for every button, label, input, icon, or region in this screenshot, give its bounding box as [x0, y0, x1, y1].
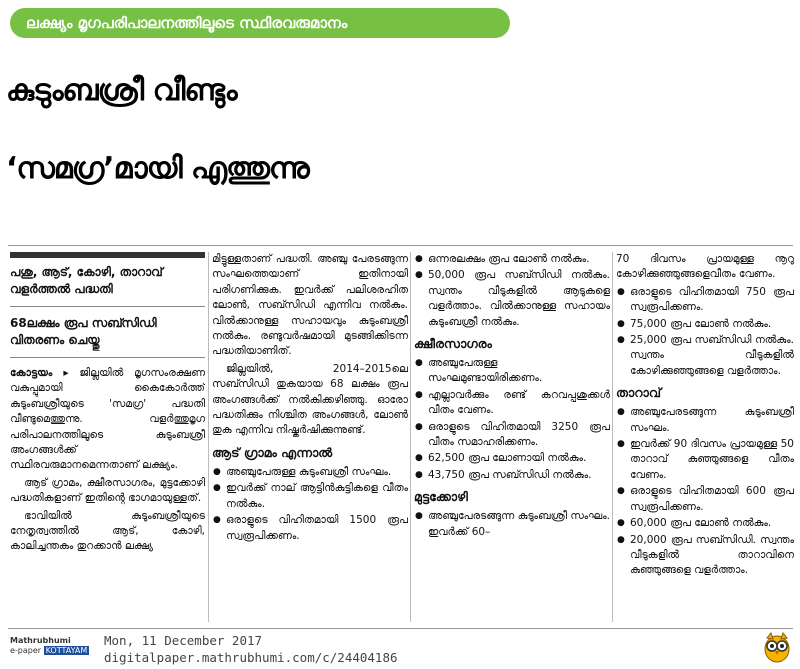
bullet-list: [616, 405, 794, 578]
paragraph-text: ജില്ലയിൽ മൃഗസംരക്ഷണ വകുപ്പുമായി കൈകോർത്ത് കുടുംബശ്രീയുടെ 'സമഗ്ര' പദ്ധതി വീണ്ടുമെത്തുന്നു. വളർത്തുമൃഗ പരിപാലനത്തിലൂടെ കുടുംബശ്രീ അംഗങ്ങൾക്ക് സ്ഥിരവരുമാനമെന്നതാണ് ലക്ഷ്യം.: [10, 367, 205, 472]
article-column-2: [212, 252, 408, 620]
bullet-list: [414, 252, 610, 330]
subheading-tharavu: താറാവ്: [616, 385, 661, 401]
column-divider: [612, 252, 613, 622]
deck-item-2: 68ലക്ഷം രൂപ സബ്സിഡി വിതരണം ചെയ്തു: [10, 316, 157, 347]
dateline: കോട്ടയം ▸: [10, 367, 69, 379]
brand-logo: [10, 636, 92, 664]
brand-name: Mathrubhumi: [10, 636, 71, 645]
subheading-ksheerasagaram: ക്ഷീരസാഗരം: [414, 336, 492, 352]
column-divider: [208, 252, 209, 622]
brand-city: KOTTAYAM: [45, 646, 88, 655]
list-item: ● 60,000 രൂപ ലോൺ നൽകും.: [616, 516, 794, 531]
body-paragraph: 70 ദിവസം പ്രായമുള്ള നൂറു കോഴിക്കുഞ്ഞുങ്ങളെവീതം വേണം.: [616, 253, 794, 281]
deck-item-1: പശു, ആട്, കോഴി, താറാവ് വളർത്തൽ പദ്ധതി: [10, 265, 163, 296]
publish-date: Mon, 11 December 2017: [104, 633, 263, 648]
bullet-list: [414, 356, 610, 483]
list-item: ● അഞ്ചുപേരടങ്ങുന്ന കുടുംബശ്രീ സംഘം.: [616, 405, 794, 436]
body-paragraph: ഭാവിയിൽ കുടുംബശ്രീയുടെ നേതൃത്വത്തിൽ ആട്, കോഴി, കാലിച്ചന്തകം തുറക്കാൻ ലക്ഷ്യ: [10, 509, 205, 553]
list-item: ● 75,000 രൂപ ലോൺ നൽകും.: [616, 317, 794, 332]
list-item: ● 62,500 രൂപ ലോണായി നൽകും.: [414, 451, 610, 466]
top-divider: [8, 245, 793, 246]
headline-line-1: കുടുംബശ്രീ വീണ്ടും: [6, 73, 237, 108]
list-item: ● ഒരാളുടെ വിഹിതമായി 600 രൂപ സ്വരൂപിക്കണം.: [616, 484, 794, 515]
list-item: ● 50,000 രൂപ സബ്സിഡി നൽകും. സ്വന്തം വീടുകളിൽ ആടുകളെ വളർത്താം. വിൽക്കാനുള്ള സഹായം കുടുംബശ്രീ നൽകും.: [414, 268, 610, 330]
bullet-list: [212, 465, 408, 544]
subheading-aadu-gramam: ആട് ഗ്രാമം എന്നാൽ: [212, 444, 333, 460]
brand-edition: [10, 646, 92, 656]
list-item: ● 25,000 രൂപ സബ്സിഡി നൽകും. സ്വന്തം വീടുകളിൽ കോഴിക്കുഞ്ഞുങ്ങളെ വളർത്താം.: [616, 333, 794, 379]
footer-divider: [8, 628, 793, 629]
brand-epaper: e-paper: [10, 646, 42, 655]
column-divider: [410, 252, 411, 622]
bullet-list: [616, 285, 794, 379]
subheading-muttakkozhi: മുട്ടക്കോഴി: [414, 489, 468, 505]
body-paragraph: [10, 366, 205, 474]
bullet-list: [414, 509, 610, 540]
owl-mascot-icon: [762, 630, 792, 664]
deck-divider: [10, 357, 205, 358]
list-item: ● ഇവർക്ക് നാല് ആട്ടിൻകുട്ടികളെ വീതം നൽകും.: [212, 481, 408, 512]
list-item: ● ഒരാളുടെ വിഹിതമായി 3250 രൂപ വീതം സമാഹരിക്കണം.: [414, 420, 610, 451]
source-url[interactable]: digitalpaper.mathrubhumi.com/c/24404186: [104, 650, 398, 665]
list-item: ● ഒന്നരലക്ഷം രൂപ ലോൺ നൽകും.: [414, 252, 610, 267]
list-item: ● എല്ലാവർക്കും രണ്ട് കറവപ്പശുക്കൾ വീതം വേണം.: [414, 388, 610, 419]
deck-bar: [10, 252, 205, 258]
body-paragraph: ജില്ലയിൽ, 2014–2015ലെ സബ്സിഡി തുകയായ 68 ലക്ഷം രൂപ അംഗങ്ങൾക്ക് നൽകിക്കഴിഞ്ഞു. ഓരോ പദ്ധതിക്കും നിശ്ചിത അംഗങ്ങൾ, ലോൺ തുക എന്നിവ നിഷ്കർഷിക്കുന്നുണ്ട്.: [212, 362, 408, 437]
list-item: ● അഞ്ചുപേരുള്ള കുടുംബശ്രീ സംഘം.: [212, 465, 408, 480]
body-paragraph: ആട് ഗ്രാമം, ക്ഷീരസാഗരം, മുട്ടക്കോഴി പദ്ധതികളാണ് ഇതിന്റെ ഭാഗമായുള്ളത്.: [10, 476, 205, 505]
headline-line-2: ‘സമഗ്ര’മായി എത്തുന്നു: [6, 151, 309, 186]
list-item: ● അഞ്ചുപേരുള്ള സംഘമുണ്ടായിരിക്കണം.: [414, 356, 610, 387]
article-column-1: [10, 252, 205, 624]
footer-info: [104, 632, 398, 666]
kicker-banner: [10, 8, 510, 38]
list-item: ● ഇവർക്ക് 90 ദിവസം പ്രായമുള്ള 50 താറാവ് കുഞ്ഞുങ്ങളെ വീതം വേണം.: [616, 437, 794, 483]
list-item: ● 43,750 രൂപ സബ്സിഡി നൽകും.: [414, 468, 610, 483]
headline: [6, 52, 796, 208]
article-column-3: [414, 252, 610, 620]
list-item: ● അഞ്ചുപേരടങ്ങുന്ന കുടുംബശ്രീ സംഘം. ഇവർക്ക് 60–: [414, 509, 610, 540]
article-column-4: [616, 252, 794, 620]
body-paragraph: മിട്ടുള്ളതാണ് പദ്ധതി. അഞ്ചു പേരടങ്ങുന്ന സംഘത്തെയാണ് ഇതിനായി പരിഗണിക്കുക. ഇവർക്ക് പലിശരഹിത ലോൺ, സബ്സിഡി എന്നിവ നൽകും. വിൽക്കാനുള്ള സഹായവും കുടുംബശ്രീ നൽകും. രണ്ടുവർഷമായി മുടങ്ങിക്കിടന്ന പദ്ധതിയാണിത്.: [212, 253, 408, 358]
deck-divider: [10, 306, 205, 307]
list-item: ● ഒരാളുടെ വിഹിതമായി 1500 രൂപ സ്വരൂപിക്കണം.: [212, 513, 408, 544]
list-item: ● 20,000 രൂപ സബ്സിഡി. സ്വന്തം വീടുകളിൽ താറാവിനെ കുഞ്ഞുങ്ങളെ വളർത്താം.: [616, 533, 794, 579]
kicker-text: ലക്ഷ്യം മൃഗപരിപാലനത്തിലൂടെ സ്ഥിരവരുമാനം: [26, 14, 348, 32]
list-item: ● ഒരാളുടെ വിഹിതമായി 750 രൂപ സ്വരൂപിക്കണം.: [616, 285, 794, 316]
